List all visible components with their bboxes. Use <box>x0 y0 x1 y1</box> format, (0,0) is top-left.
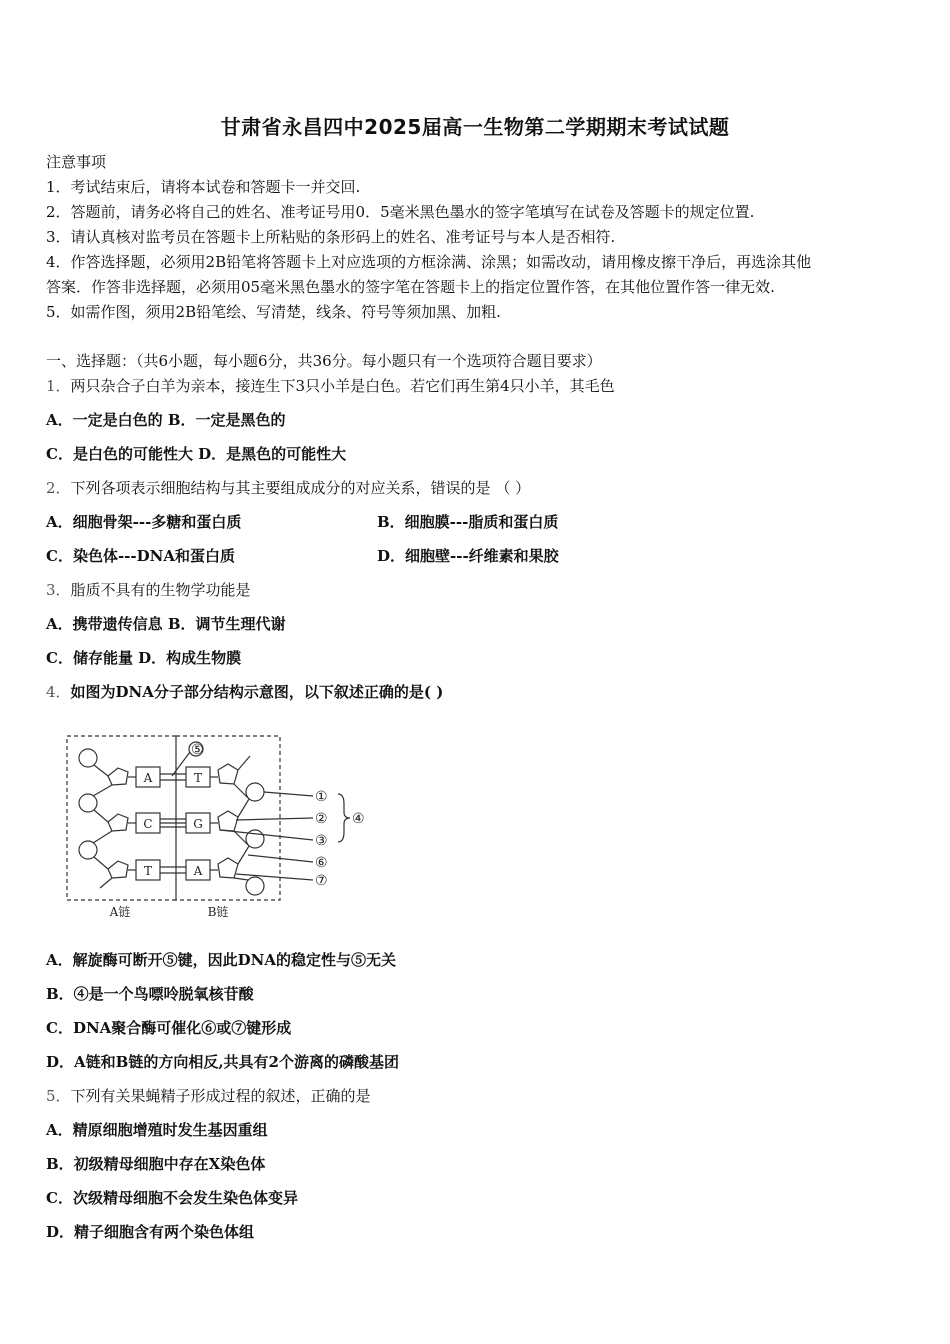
question-4-option-d: D．A链和B链的方向相反,共具有2个游离的磷酸基团 <box>46 1053 399 1071</box>
notice-item-4-cont: 答案．作答非选择题，必须用05毫米黑色墨水的签字笔在答题卡上的指定位置作答，在其他位置作答一律无效. <box>46 278 775 296</box>
phosphate-circle <box>246 877 264 895</box>
sugar-pentagon <box>218 811 238 831</box>
question-2-option-b: B．细胞膜---脂质和蛋白质 <box>377 513 559 531</box>
question-4-option-a: A．解旋酶可断开⑤键，因此DNA的稳定性与⑤无关 <box>46 951 396 969</box>
part-label: ⑦ <box>315 873 328 889</box>
part-label: ① <box>315 789 328 805</box>
question-1-options-cd: C．是白色的可能性大 D．是黑色的可能性大 <box>46 445 347 463</box>
question-4-option-b: B．④是一个鸟嘌呤脱氧核苷酸 <box>46 985 254 1003</box>
question-text: 下列各项表示细胞结构与其主要组成成分的对应关系，错误的是 （ ） <box>70 479 531 497</box>
chain-b-box <box>176 736 280 900</box>
phosphate-circle <box>79 794 97 812</box>
sugar-pentagon <box>108 814 128 831</box>
question-5-option-c: C．次级精母细胞不会发生染色体变异 <box>46 1189 298 1207</box>
base-label: G <box>193 817 203 831</box>
question-2-option-c: C．染色体---DNA和蛋白质 <box>46 547 235 565</box>
section-heading: 一、选择题：（共6小题，每小题6分，共36分。每小题只有一个选项符合题目要求） <box>46 352 602 370</box>
question-number: 5． <box>46 1087 71 1105</box>
question-2-option-a: A．细胞骨架---多糖和蛋白质 <box>46 513 242 531</box>
question-4-option-c: C．DNA聚合酶可催化⑥或⑦键形成 <box>46 1019 292 1037</box>
question-1-stem <box>46 376 615 396</box>
question-3-options-cd: C．储存能量 D．构成生物膜 <box>46 649 242 667</box>
question-number: 4． <box>46 683 71 701</box>
dna-structure-diagram <box>60 728 380 928</box>
question-text: 两只杂合子白羊为亲本，接连生下3只小羊是白色。若它们再生第4只小羊，其毛色 <box>70 377 615 395</box>
sugar-pentagon <box>108 768 128 785</box>
page-title: 甘肃省永昌四中2025届高一生物第二学期期末考试试题 <box>220 115 730 139</box>
question-3-stem <box>46 580 251 600</box>
question-5-option-d: D．精子细胞含有两个染色体组 <box>46 1223 255 1241</box>
notice-item-4: 4．作答选择题，必须用2B铅笔将答题卡上对应选项的方框涂满、涂黑；如需改动，请用橡皮擦干净后，再选涂其他 <box>46 253 812 271</box>
notice-item-1: 1．考试结束后，请将本试卷和答题卡一并交回. <box>46 178 361 196</box>
question-1-options-ab: A．一定是白色的 B．一定是黑色的 <box>46 411 286 429</box>
notice-item-2: 2．答题前，请务必将自己的姓名、准考证号用0．5毫米黑色墨水的签字笔填写在试卷及答题卡的规定位置. <box>46 203 755 221</box>
sugar-pentagon <box>108 861 128 878</box>
notice-item-3: 3．请认真核对监考员在答题卡上所粘贴的条形码上的姓名、准考证号与本人是否相符. <box>46 228 616 246</box>
group-label: ④ <box>352 811 365 827</box>
question-2-stem <box>46 478 530 498</box>
phosphate-circle <box>79 749 97 767</box>
question-2-option-d: D．细胞壁---纤维素和果胶 <box>377 547 559 565</box>
question-number: 2． <box>46 479 71 497</box>
part-label: ② <box>315 811 328 827</box>
question-number: 1． <box>46 377 71 395</box>
phosphate-circle <box>246 783 264 801</box>
question-5-option-b: B．初级精母细胞中存在X染色体 <box>46 1155 266 1173</box>
question-5-option-a: A．精原细胞增殖时发生基因重组 <box>46 1121 268 1139</box>
base-label: T <box>143 864 153 878</box>
part-label: ③ <box>315 833 328 849</box>
notice-heading: 注意事项 <box>46 153 107 171</box>
base-label: A <box>143 771 153 785</box>
notice-item-5: 5．如需作图，须用2B铅笔绘、写清楚，线条、符号等须加黑、加粗. <box>46 303 501 321</box>
question-number: 3． <box>46 581 71 599</box>
question-3-options-ab: A．携带遗传信息 B．调节生理代谢 <box>46 615 286 633</box>
base-label: T <box>193 771 203 785</box>
sugar-pentagon <box>218 858 238 878</box>
question-4-stem <box>46 682 443 702</box>
sugar-pentagon <box>218 764 238 784</box>
part-label: ⑥ <box>315 855 328 871</box>
question-5-stem <box>46 1086 371 1106</box>
phosphate-circle <box>79 841 97 859</box>
question-text: 如图为DNA分子部分结构示意图，以下叙述正确的是( ) <box>70 683 444 701</box>
base-label: A <box>193 864 203 878</box>
base-label: C <box>143 817 153 831</box>
chain-a-label: A链 <box>109 905 131 919</box>
chain-b-label: B链 <box>207 905 229 919</box>
question-text: 下列有关果蝇精子形成过程的叙述，正确的是 <box>70 1087 371 1105</box>
bond-label: ⑤ <box>191 742 204 758</box>
question-text: 脂质不具有的生物学功能是 <box>70 581 251 599</box>
